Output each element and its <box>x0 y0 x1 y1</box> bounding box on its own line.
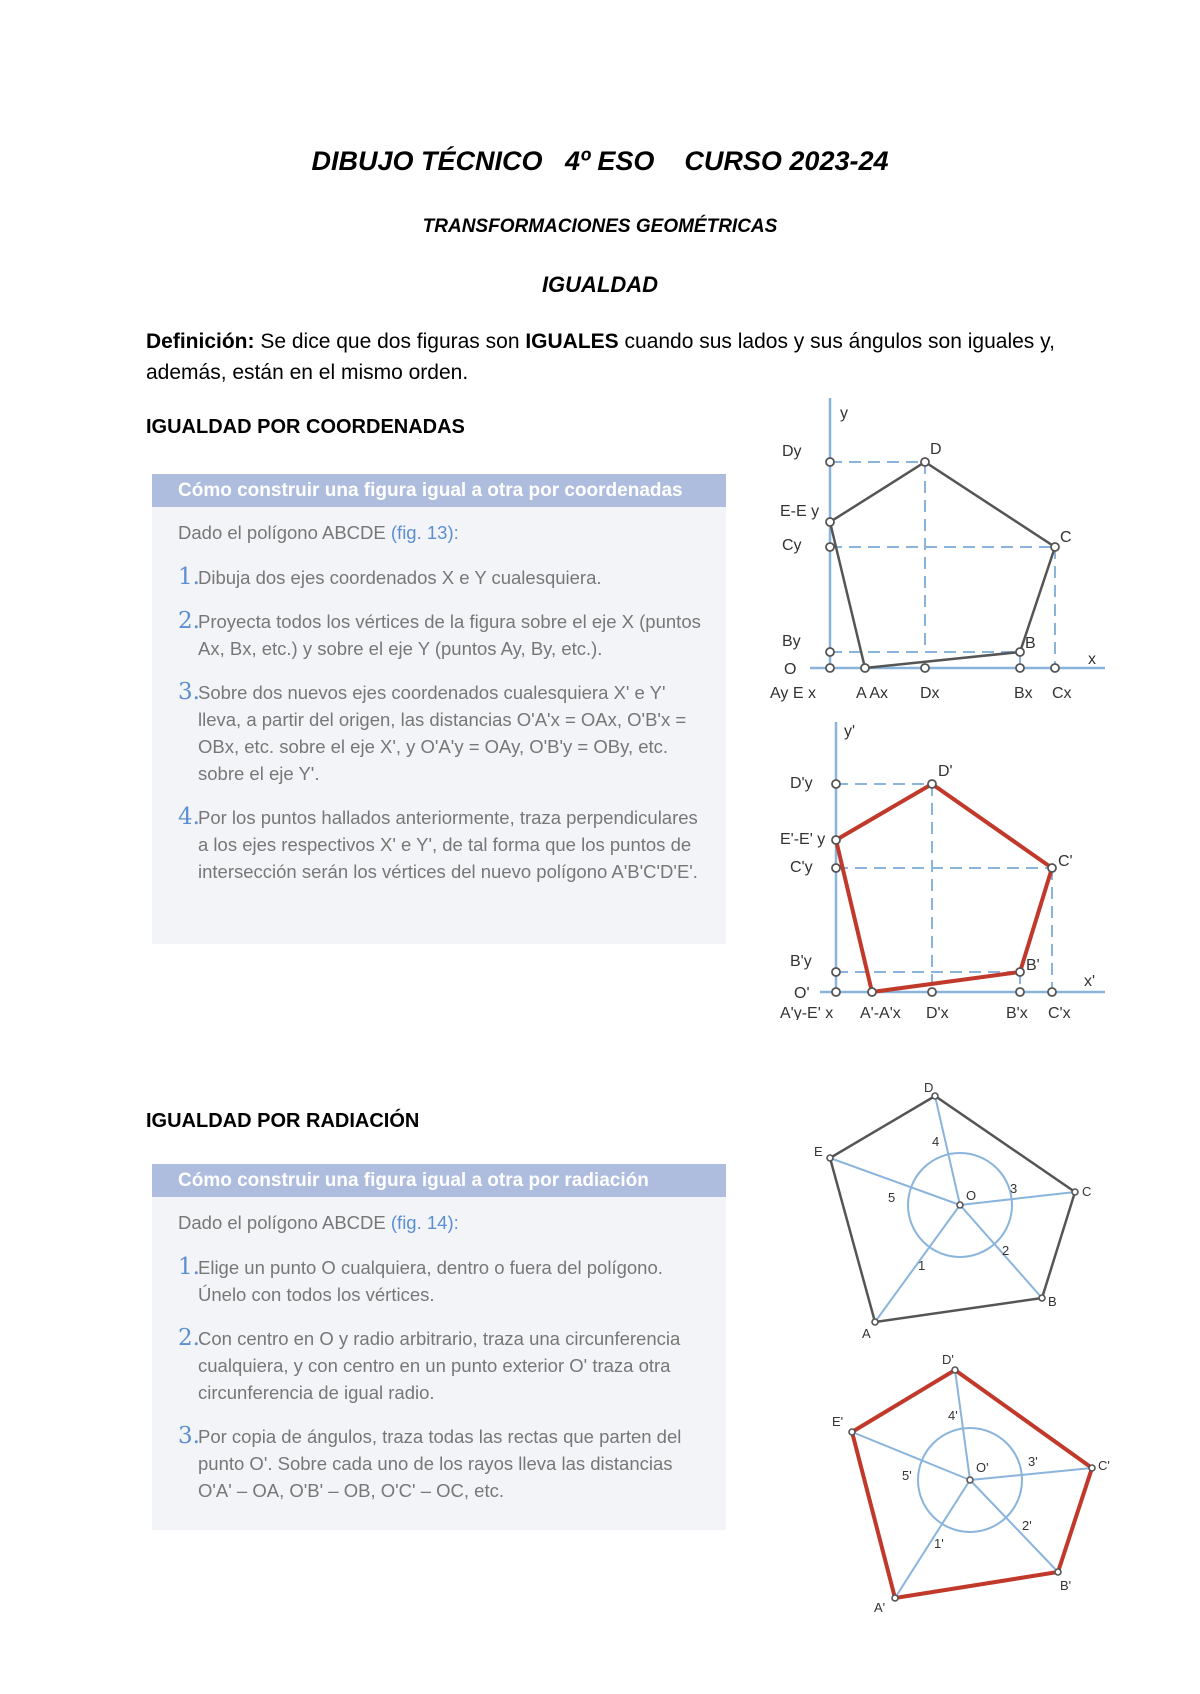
center-label: O <box>966 1188 977 1203</box>
arc-mark-1: 1' <box>934 1536 944 1551</box>
arc-mark-4: 4 <box>932 1134 940 1149</box>
instructions-intro <box>178 1209 706 1236</box>
vertex-label-C: C' <box>1058 853 1073 870</box>
figure-coordinates-copy <box>780 720 1110 1020</box>
topic-heading: IGUALDAD <box>541 272 659 297</box>
axis-label-x: x <box>1088 651 1096 668</box>
instructions-box-title: Cómo construir una figura igual a otra por radiación <box>152 1164 726 1197</box>
projection-lines <box>830 462 1055 668</box>
y-label-D: Dy <box>782 443 802 460</box>
page-subtitle: TRANSFORMACIONES GEOMÉTRICAS <box>422 216 778 237</box>
vertex-label-B: B' <box>1060 1578 1072 1593</box>
arc-mark-3: 3 <box>1010 1181 1018 1196</box>
step-text: Por copia de ángulos, traza todas las rectas que parten del punto O'. Sobre cada uno de los rayos lleva las distancias O'A' – OA, O'B' – OB, O'C' – OC, etc. <box>198 1426 682 1501</box>
instructions-box-radiation <box>152 1164 726 1530</box>
vertex-label-B: B <box>1025 635 1036 652</box>
x-label-D: D'x <box>926 1005 949 1020</box>
copy-polygon <box>836 784 1052 992</box>
instruction-step <box>178 1325 706 1406</box>
step-number: 1. <box>178 564 200 590</box>
instruction-step <box>178 804 706 885</box>
instruction-step <box>178 608 706 662</box>
vertex-label-D: D' <box>942 1352 954 1367</box>
y-label-B: B'y <box>790 953 812 970</box>
vertex-label-C: C <box>1060 529 1072 546</box>
projection-lines <box>836 784 1052 992</box>
vertex-label-E: E <box>814 1144 823 1159</box>
intro-text: Dado el polígono ABCDE <box>178 1212 391 1233</box>
step-number: 2. <box>178 608 200 634</box>
y-label-E: E'-E' y <box>780 831 826 848</box>
original-polygon <box>830 1096 1075 1322</box>
x-label-A: A'-A'x <box>860 1005 901 1020</box>
vertex-label-D: D' <box>938 763 953 780</box>
x-label-C: Cx <box>1052 685 1072 702</box>
vertex-label-C: C <box>1082 1184 1092 1199</box>
instructions-box-coordinates <box>152 474 726 944</box>
step-text: Sobre dos nuevos ejes coordenados cualesquiera X' e Y' lleva, a partir del origen, las distancias O'A'x = OAx, O'B'x = OBx, etc. sobre el eje X', y O'A'y = OAy, O'B'y = OBy, etc. sobre el eje Y'. <box>198 682 687 784</box>
vertex-label-E: E' <box>832 1414 844 1429</box>
instruction-step <box>178 564 706 591</box>
arc-mark-3: 3' <box>1028 1454 1038 1469</box>
x-label-A: A Ax <box>856 685 889 702</box>
definition-paragraph <box>146 326 1071 388</box>
step-number: 3. <box>178 679 200 705</box>
instructions-box-title: Cómo construir una figura igual a otra por coordenadas <box>152 474 726 507</box>
arc-mark-2: 2' <box>1022 1518 1032 1533</box>
vertex-points <box>827 1093 1078 1325</box>
vertex-label-B: B' <box>1026 957 1040 974</box>
figure-radiation-copy <box>820 1352 1120 1622</box>
definition-label: Definición: <box>146 330 255 353</box>
original-polygon <box>830 462 1055 668</box>
axis-label-x: x' <box>1084 973 1096 990</box>
instruction-step <box>178 1254 706 1308</box>
intro-text: Dado el polígono ABCDE <box>178 522 391 543</box>
axis-label-y: y <box>840 405 848 422</box>
step-text: Dibuja dos ejes coordenados X e Y cualesquiera. <box>198 567 602 588</box>
definition-keyword: IGUALES <box>525 330 619 353</box>
axis-label-y: y' <box>844 723 856 740</box>
section-heading-coordinates: IGUALDAD POR COORDENADAS <box>146 416 465 438</box>
arc-mark-1: 1 <box>918 1258 926 1273</box>
step-text: Elige un punto O cualquiera, dentro o fuera del polígono. Únelo con todos los vértices. <box>198 1257 663 1305</box>
x-label-C: C'x <box>1048 1005 1071 1020</box>
y-label-C: C'y <box>790 859 813 876</box>
y-label-E: E-E y <box>780 503 820 520</box>
section-heading-radiation: IGUALDAD POR RADIACIÓN <box>146 1110 420 1132</box>
arc-mark-5: 5 <box>888 1190 896 1205</box>
instructions-box-body <box>152 507 726 885</box>
vertex-label-B: B <box>1048 1294 1057 1309</box>
arc-mark-5: 5' <box>902 1468 912 1483</box>
x-label-B: Bx <box>1014 685 1033 702</box>
x-label-D: Dx <box>920 685 940 702</box>
step-text: Con centro en O y radio arbitrario, traza una circunferencia cualquiera, y con centro en un punto exterior O' traza otra circunferencia de igual radio. <box>198 1328 681 1403</box>
x-label-B: B'x <box>1006 1005 1028 1020</box>
instruction-step <box>178 679 706 787</box>
figure-reference: (fig. 14): <box>390 1212 459 1233</box>
step-number: 2. <box>178 1325 200 1351</box>
page-title: DIBUJO TÉCNICO 4º ESO CURSO 2023-24 <box>311 146 889 176</box>
instructions-intro <box>178 519 706 546</box>
instructions-box-body <box>152 1197 726 1504</box>
arc-mark-2: 2 <box>1002 1243 1010 1258</box>
instruction-step <box>178 1423 706 1504</box>
figure-reference: (fig. 13): <box>390 522 459 543</box>
vertex-label-D: D <box>930 441 942 458</box>
center-label: O' <box>976 1460 989 1475</box>
copy-polygon <box>852 1370 1092 1598</box>
definition-text-before: Se dice que dos figuras son <box>254 330 526 353</box>
vertex-label-D: D <box>924 1080 934 1095</box>
step-number: 3. <box>178 1423 200 1449</box>
arc-mark-4: 4' <box>948 1408 958 1423</box>
step-number: 4. <box>178 804 200 830</box>
x-label-A-E: Ay E x <box>770 685 816 702</box>
origin-label: O' <box>794 985 810 1002</box>
y-label-D: D'y <box>790 775 813 792</box>
vertex-label-C: C' <box>1098 1458 1110 1473</box>
y-label-B: By <box>782 633 801 650</box>
definition-text-after: cuando sus lados y sus ángulos son iguales y, además, están en el mismo orden. <box>146 330 1055 384</box>
figure-coordinates-original <box>770 390 1110 710</box>
vertex-label-A: A' <box>874 1600 886 1615</box>
vertex-label-A: A <box>862 1326 871 1341</box>
y-label-C: Cy <box>782 537 802 554</box>
step-text: Proyecta todos los vértices de la figura sobre el eje X (puntos Ax, Bx, etc.) y sobre el eje Y (puntos Ay, By, etc.). <box>198 611 701 659</box>
step-text: Por los puntos hallados anteriormente, traza perpendiculares a los ejes respectivos X' e Y', de tal forma que los puntos de intersección serán los vértices del nuevo polígono A'B'C'D'E'. <box>198 807 698 882</box>
x-label-A-E: A'y-E' x <box>780 1005 834 1020</box>
step-number: 1. <box>178 1254 200 1280</box>
origin-label: O <box>784 661 797 678</box>
figure-radiation-original <box>810 1080 1110 1350</box>
